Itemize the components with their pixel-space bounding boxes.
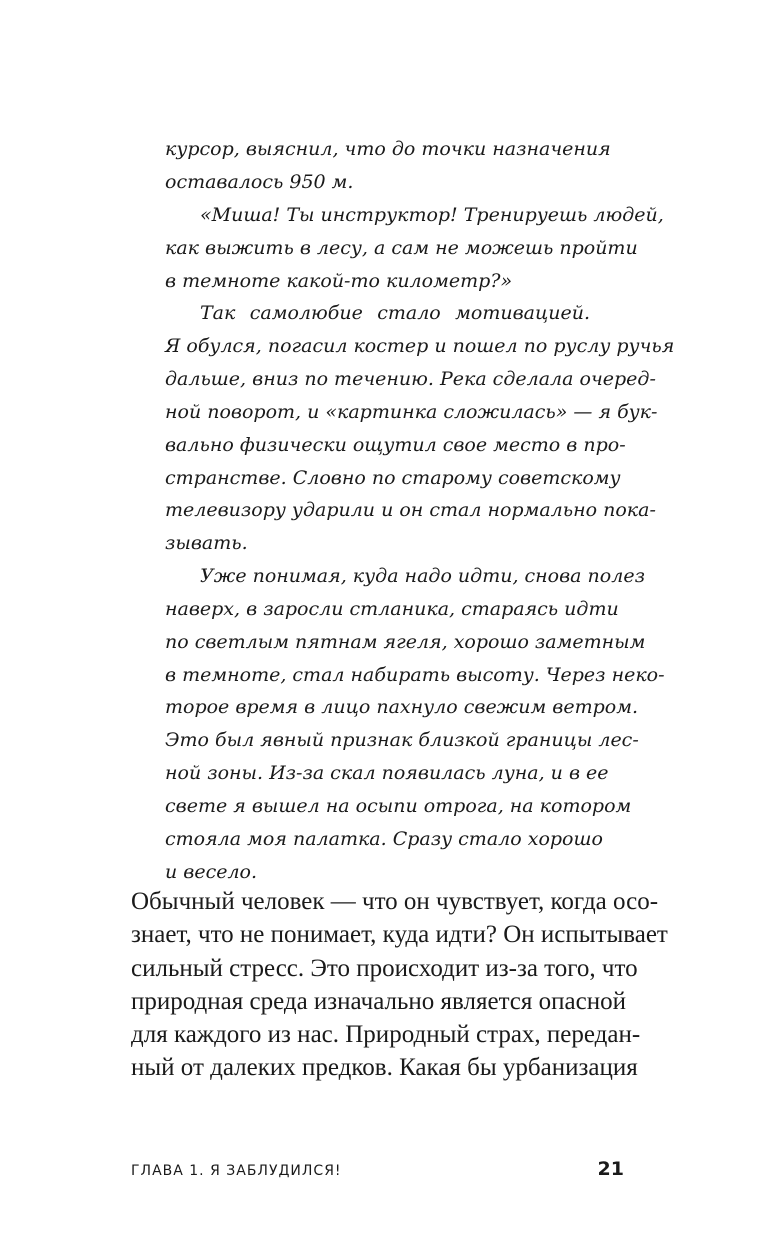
body-line: природная среда изначально является опасной [131, 988, 626, 1015]
quote-line: в темноте, стал набирать высоту. Через неко- [165, 664, 665, 686]
quote-line: торое время в лицо пахнуло свежим ветром. [165, 696, 639, 718]
quote-line: странстве. Словно по старому советскому [165, 467, 621, 489]
body-line: ный от далеких предков. Какая бы урбанизация [131, 1054, 638, 1081]
quote-line: по светлым пятнам ягеля, хорошо заметным [165, 631, 646, 653]
quote-line: ной поворот, и «картинка сложилась» — я бук- [165, 401, 658, 423]
quote-line: дальше, вниз по течению. Река сделала очеред- [165, 368, 656, 390]
quote-line: Это был явный признак близкой границы лес- [165, 729, 639, 751]
quote-line: зывать. [165, 532, 248, 554]
quote-line: Я обулся, погасил костер и пошел по руслу ручья [165, 335, 675, 357]
quote-line: как выжить в лесу, а сам не можешь пройти [165, 237, 638, 259]
quote-line: ной зоны. Из-за скал появилась луна, и в ее [165, 762, 609, 784]
quote-line: курсор, выяснил, что до точки назначения [165, 138, 611, 160]
quote-line: и весело. [165, 861, 258, 883]
body-line: сильный стресс. Это происходит из-за того, что [131, 955, 638, 982]
quote-line: оставалось 950 м. [165, 171, 354, 193]
quote-line: стояла моя палатка. Сразу стало хорошо [165, 828, 603, 850]
page-footer [131, 1158, 624, 1180]
quote-line: в темноте какой-то километр?» [165, 270, 513, 292]
body-line: Обычный человек — что он чувствует, когда осо- [131, 888, 659, 915]
quote-line: Так самолюбие стало мотивацией. [200, 302, 590, 324]
quote-line: наверх, в заросли стланика, стараясь идти [165, 598, 619, 620]
quote-line: Уже понимая, куда надо идти, снова полез [200, 565, 645, 587]
quote-line: телевизору ударили и он стал нормально пока- [165, 499, 656, 521]
quote-line: вально физически ощутил свое место в про- [165, 434, 626, 456]
page-number: 21 [597, 1158, 624, 1180]
quote-line: «Миша! Ты инструктор! Тренируешь людей, [200, 204, 664, 226]
quote-line: свете я вышел на осыпи отрога, на котором [165, 795, 632, 817]
running-head: ГЛАВА 1. Я ЗАБЛУДИЛСЯ! [131, 1163, 342, 1179]
body-line: для каждого из нас. Природный страх, передан- [131, 1021, 641, 1048]
body-line: знает, что не понимает, куда идти? Он испытывает [131, 921, 668, 948]
